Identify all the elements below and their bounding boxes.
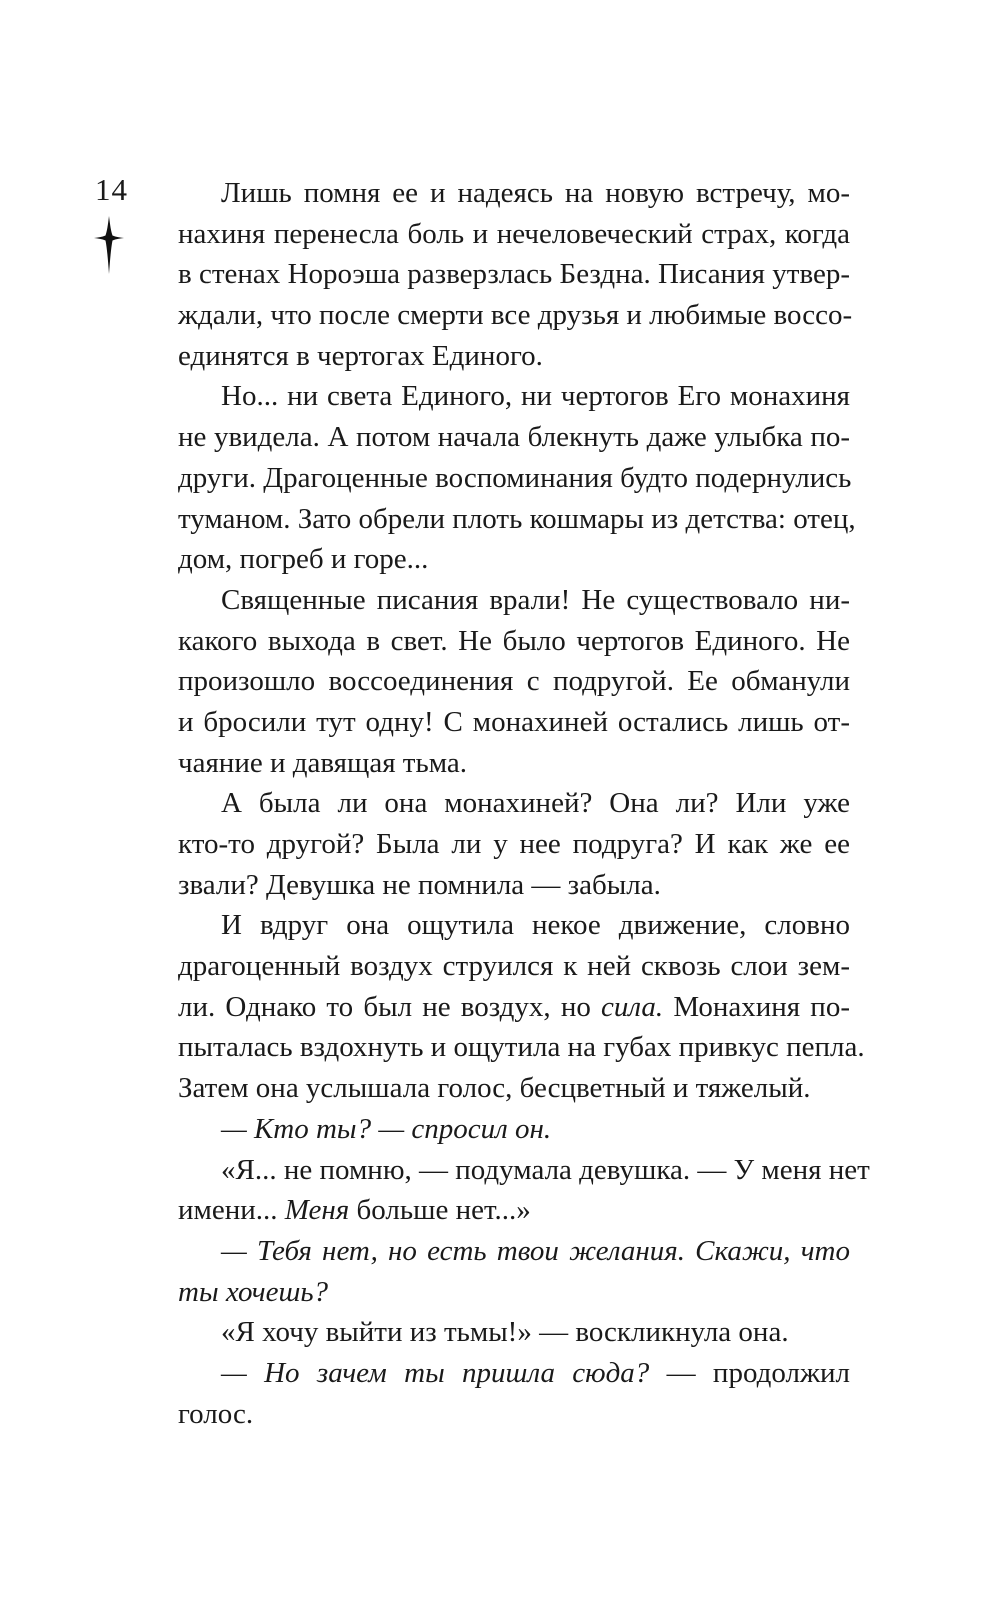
italic-text: сила. [601,990,664,1023]
four-point-star-icon [94,216,124,274]
italic-text: Меня [284,1194,350,1227]
text-run: какого выхода в свет. Не было чертогов Единого. Не [178,624,850,657]
text-run: кто-то другой? Была ли у нее подруга? И как же ее [178,828,850,860]
text-line [178,824,850,865]
text-run: Но... ни света Единого, ни чертогов Его монахиня [221,380,850,413]
text-line [178,539,850,580]
italic-text: — Кто ты? — спросил он. [221,1112,552,1145]
text-run: единятся в чертогах Единого. [178,339,543,372]
paragraph [178,783,850,905]
paragraph [178,173,853,376]
text-run: други. Драгоценные воспоминания будто подернулись [178,461,852,494]
text-run: ли. Однако то был не воздух, но [178,990,602,1023]
text-run: нахиня перенесла боль и нечеловеческий страх, когда [178,217,850,250]
paragraph [178,1150,870,1231]
italic-text: ты хочешь? [178,1275,329,1308]
text-run: «Я... не помню, — подумала девушка. — У меня нет [221,1153,870,1186]
text-run: в стенах Нороэша разверзлась Бездна. Писания утвер- [178,258,850,291]
text-line [178,458,850,499]
paragraph [178,1353,850,1434]
text-line [178,417,850,458]
text-line [178,254,850,295]
italic-text: — Но зачем ты пришла сюда? [221,1356,650,1389]
text-run: Затем она услышала голос, бесцветный и тяжелый. [178,1072,811,1105]
text-line [178,173,850,214]
text-line [178,702,850,743]
text-line [178,336,850,377]
text-line [178,1109,850,1150]
text-line [178,1068,850,1109]
text-run: драгоценный воздух струился к ней сквозь слои зем- [178,950,850,983]
text-line [178,905,850,946]
text-run: ждали, что после смерти все друзья и любимые воссо- [178,299,853,332]
text-run: пыталась вздохнуть и ощутила на губах привкус пепла. [178,1031,865,1064]
text-line [178,1394,850,1435]
text-line [178,743,850,784]
text-run: и бросили тут одну! С монахиней остались лишь от- [178,705,850,738]
text-line [178,946,850,987]
text-run: имени... [178,1194,285,1227]
paragraph [178,580,850,783]
text-run: «Я хочу выйти из тьмы!» — воскликнула она. [221,1316,789,1349]
text-run: дом, погреб и горе... [178,543,429,576]
paragraph [178,1109,850,1150]
paragraph [178,905,865,1108]
text-run: чаяние и давящая тьма. [178,746,467,779]
text-line [178,1190,850,1231]
text-run: Монахиня по- [663,990,850,1023]
text-run: А была ли она монахиней? Она ли? Или уже [221,787,850,820]
paragraph [178,1312,850,1353]
text-line [178,783,850,824]
text-line [178,1353,850,1394]
text-line [178,661,850,702]
page-number: 14 [95,172,128,207]
text-run: туманом. Зато обрели плоть кошмары из детства: отец, [178,502,856,535]
text-run: Лишь помня ее и надеясь на новую встречу, мо- [221,177,850,209]
text-run: голос. [178,1397,254,1430]
text-line [178,1272,850,1313]
text-line [178,1312,850,1353]
text-run: звали? Девушка не помнила — забыла. [178,868,661,901]
text-run: И вдруг она ощутила некое движение, словно [221,909,850,942]
text-line [178,621,850,662]
body-text [178,173,870,1434]
text-run: — продолжил [649,1356,850,1389]
text-line [178,580,850,621]
text-line [178,499,856,540]
text-line [178,1027,865,1068]
text-line [178,1150,870,1191]
paragraph [178,1231,850,1312]
italic-text: — Тебя нет, но есть твои желания. Скажи, что [221,1234,850,1267]
text-run: Священные писания врали! Не существовало ни- [221,583,850,616]
text-run: произошло воссоединения с подругой. Ее обманули [178,665,850,698]
text-line [178,376,850,417]
text-run: больше нет...» [349,1194,531,1227]
text-line [178,214,850,255]
text-line [178,1231,850,1272]
text-run: не увидела. А потом начала блекнуть даже улыбка по- [178,421,850,454]
text-line [178,865,850,906]
text-line [178,295,853,336]
paragraph [178,376,856,579]
text-line [178,987,850,1028]
